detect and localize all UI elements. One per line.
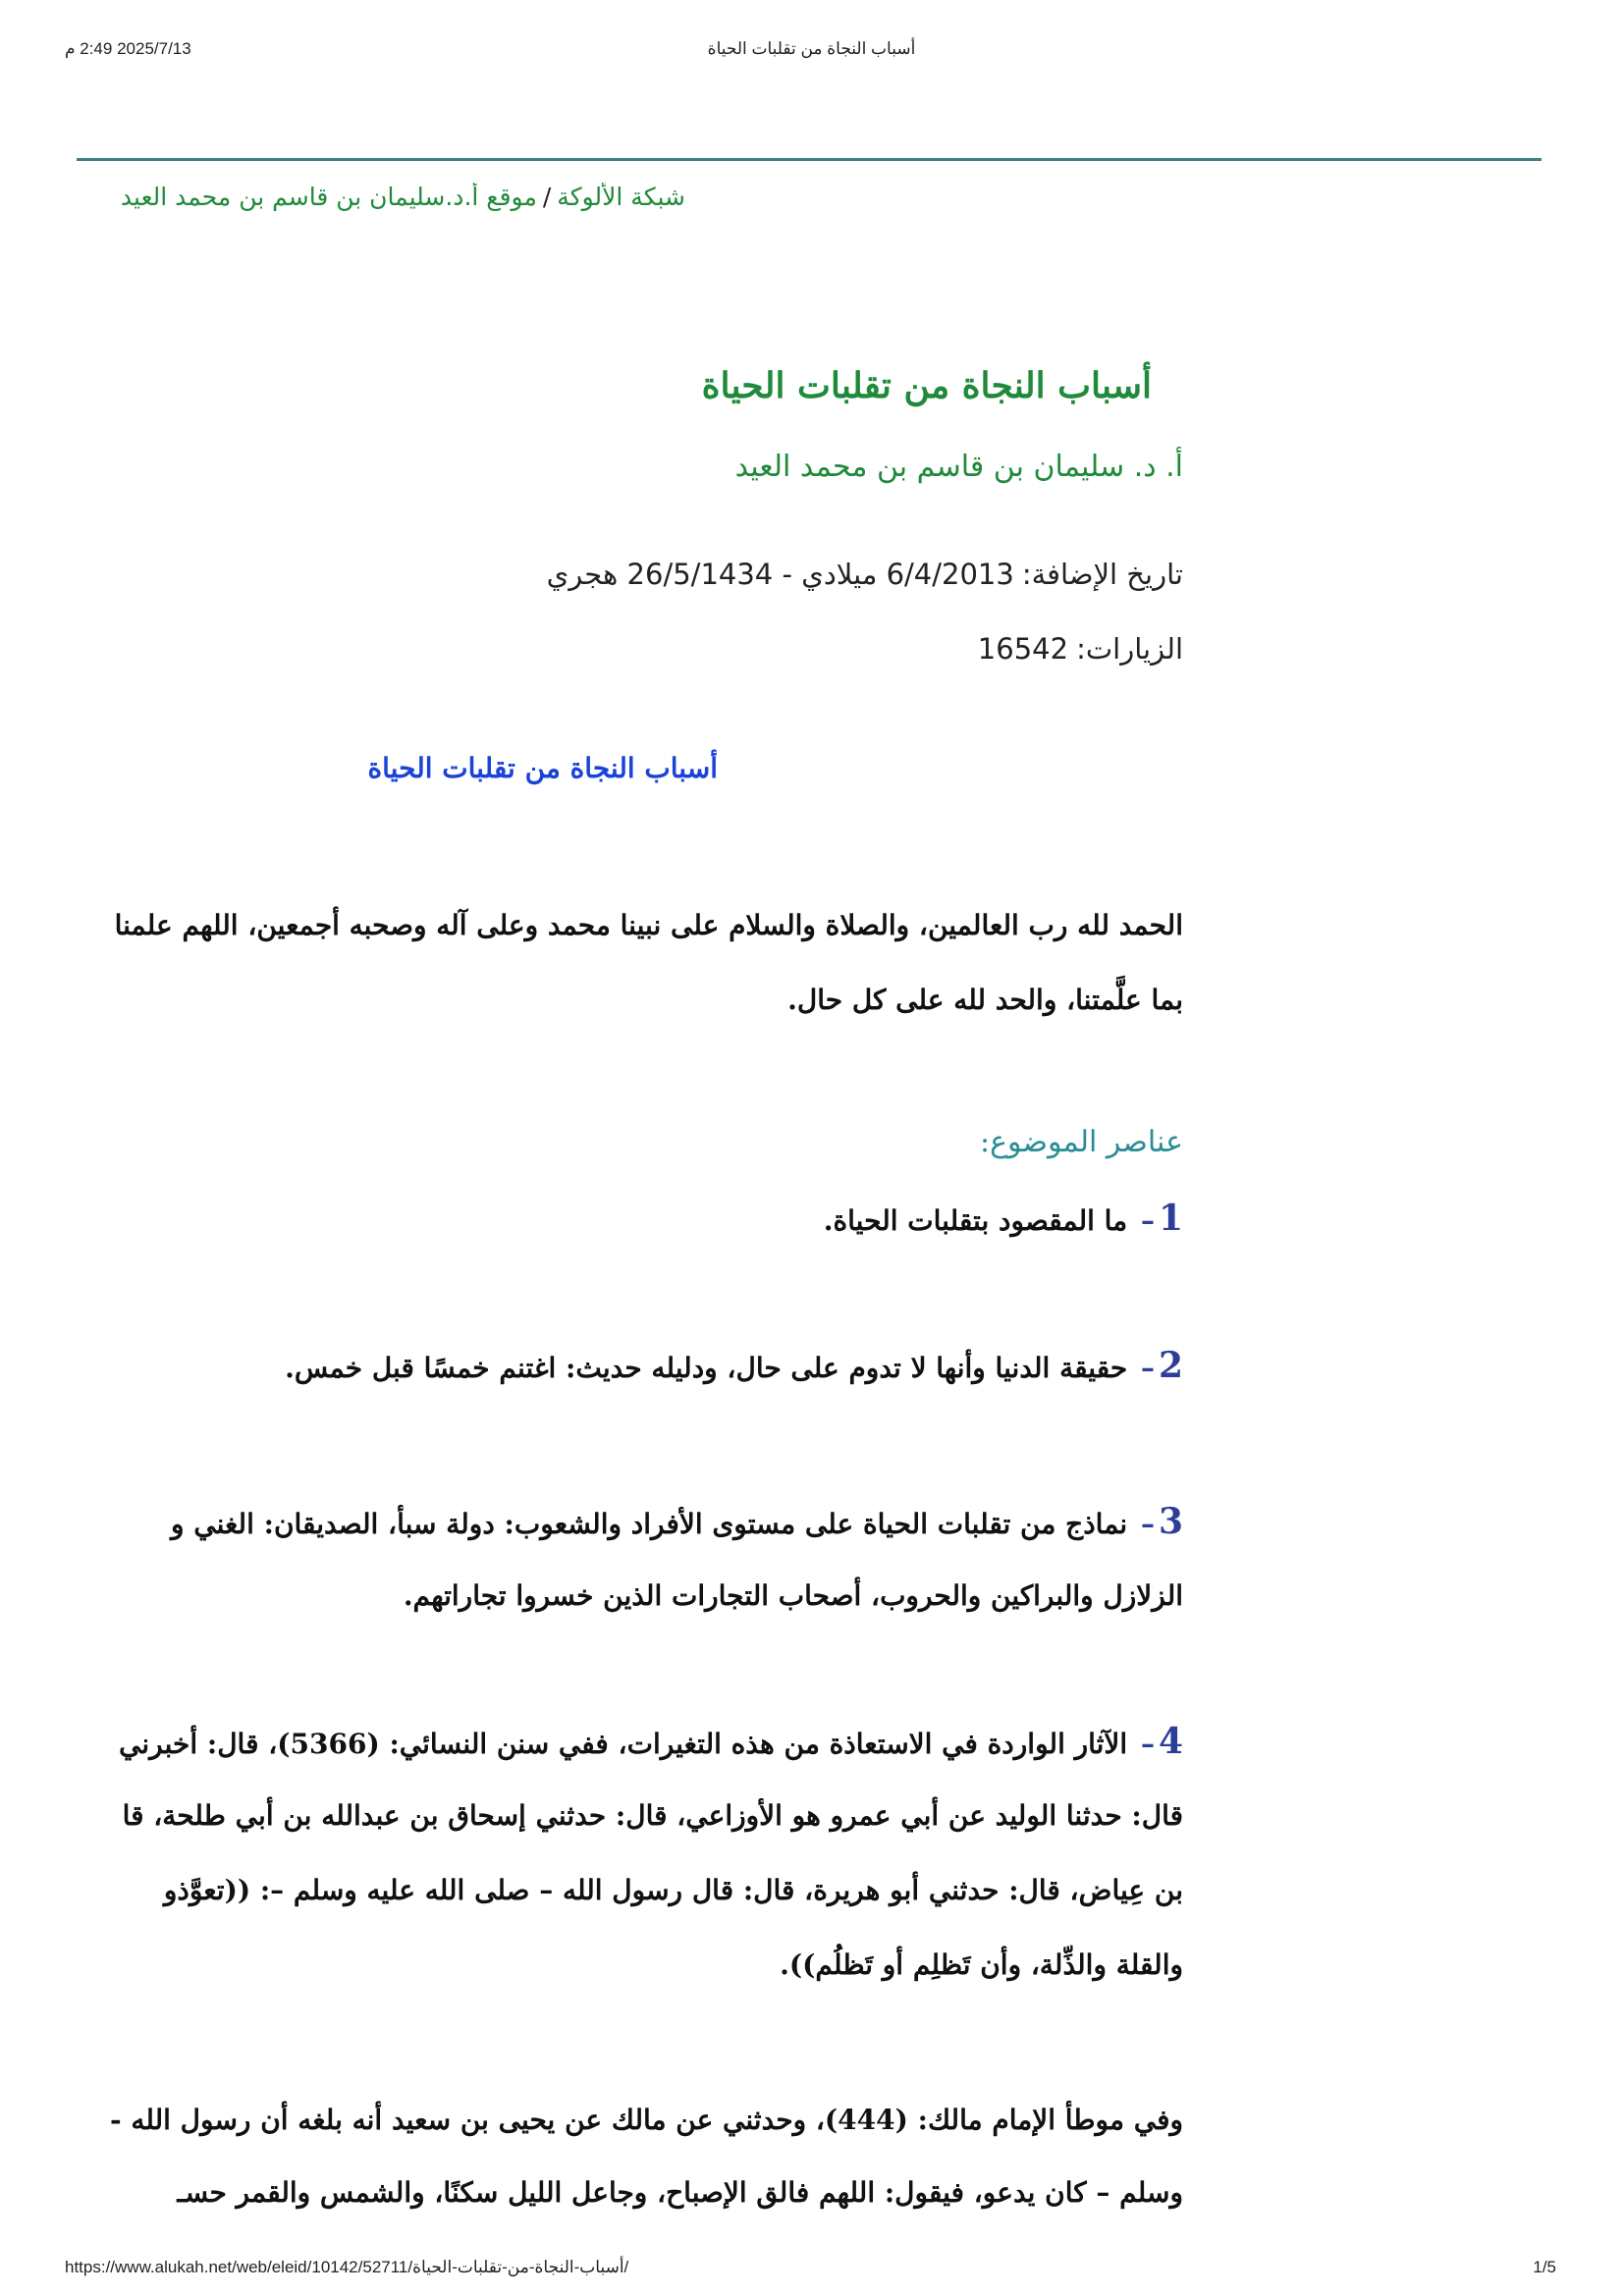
breadcrumb-link-author-site[interactable]: موقع أ.د.سليمان بن قاسم بن محمد العيد: [120, 183, 537, 211]
topic-dash: –: [1140, 1728, 1155, 1760]
visit-count: [978, 632, 1183, 666]
topic-text: ما المقصود بتقلبات الحياة.: [823, 1204, 1128, 1237]
muwatta-paragraph: [64, 2091, 1183, 2236]
topic-item-4: [64, 1712, 1183, 2010]
topic-line: بن عِياض، قال: حدثني أبو هريرة، قال: قال رسول الله – صلى الله عليه وسلم –: ((تعوَّذو: [163, 1874, 1183, 1906]
topic-line: قال: حدثنا الوليد عن أبي عمرو هو الأوزاعي، قال: حدثني إسحاق بن عبدالله بن أبي طلحة، قا: [122, 1799, 1183, 1832]
publish-date: [547, 558, 1183, 591]
topic-number: 2: [1158, 1345, 1183, 1386]
visit-count-label: الزيارات:: [1076, 632, 1183, 666]
footer-url: https://www.alukah.net/web/eleid/10142/52711/أسباب-النجاة-من-تقلبات-الحياة/: [65, 2258, 629, 2276]
publish-date-value: 6/4/2013 ميلادي - 26/5/1434 هجري: [546, 558, 1014, 591]
topic-text: حقيقة الدنيا وأنها لا تدوم على حال، ودليله حديث: اغتنم خمسًا قبل خمس.: [285, 1352, 1128, 1384]
footer-page-number: 1/5: [1533, 2258, 1556, 2276]
topic-dash: –: [1140, 1508, 1155, 1540]
header-divider: [77, 158, 1542, 161]
topic-number: 3: [1158, 1501, 1183, 1542]
print-header: [0, 39, 1623, 69]
print-page-title: أسباب النجاة من تقلبات الحياة: [707, 39, 916, 58]
topic-line: [64, 1712, 1183, 1787]
topics-heading: عناصر الموضوع:: [980, 1125, 1183, 1159]
article-title: أسباب النجاة من تقلبات الحياة: [701, 365, 1152, 406]
topic-number: 4: [1158, 1721, 1183, 1762]
topic-line: والقلة والذِّلة، وأن تَظلِم أو تَظلُم)).: [780, 1949, 1183, 1981]
topic-text: نماذج من تقلبات الحياة على مستوى الأفراد والشعوب: دولة سبأ، الصديقان: الغني و: [170, 1508, 1128, 1540]
breadcrumb-separator: /: [542, 183, 552, 211]
intro-paragraph: [64, 901, 1183, 1050]
topic-line: [64, 1345, 1183, 1386]
breadcrumb-link-home[interactable]: شبكة الألوكة: [557, 183, 685, 211]
breadcrumb: [57, 183, 685, 222]
paragraph-line: وفي موطأ الإمام مالك: (444)، وحدثني عن مالك عن يحيى بن سعيد أنه بلغه أن رسول الله -: [109, 2104, 1183, 2136]
publish-date-label: تاريخ الإضافة:: [1021, 558, 1183, 591]
topic-item-2: [64, 1345, 1183, 1386]
topic-line: [64, 1492, 1183, 1567]
topic-dash: –: [1140, 1204, 1155, 1237]
topic-dash: –: [1140, 1352, 1155, 1384]
article-author[interactable]: أ. د. سليمان بن قاسم بن محمد العيد: [734, 450, 1183, 484]
topic-text: الآثار الواردة في الاستعاذة من هذه التغيرات، ففي سنن النسائي: (5366)، قال: أخبرني: [119, 1728, 1128, 1760]
print-datetime: 2025/7/13 2:49 م: [65, 39, 191, 58]
visit-count-value: 16542: [977, 632, 1069, 666]
topic-line: الزلازل والبراكين والحروب، أصحاب التجارات الذين خسروا تجاراتهم.: [403, 1579, 1183, 1612]
topic-number: 1: [1158, 1198, 1183, 1239]
intro-line: الحمد لله رب العالمين، والصلاة والسلام على نبينا محمد وعلى آله وصحبه أجمعين، اللهم علمنا: [114, 909, 1183, 941]
topic-line: [64, 1198, 1183, 1239]
article-subheading: أسباب النجاة من تقلبات الحياة: [367, 752, 718, 784]
topic-item-1: [64, 1198, 1183, 1239]
intro-line: بما علَّمتنا، والحد لله على كل حال.: [787, 984, 1183, 1016]
paragraph-line: وسلم – كان يدعو، فيقول: اللهم فالق الإصباح، وجاعل الليل سكنًا، والشمس والقمر حسـ: [177, 2176, 1183, 2209]
topic-item-3: [64, 1492, 1183, 1641]
